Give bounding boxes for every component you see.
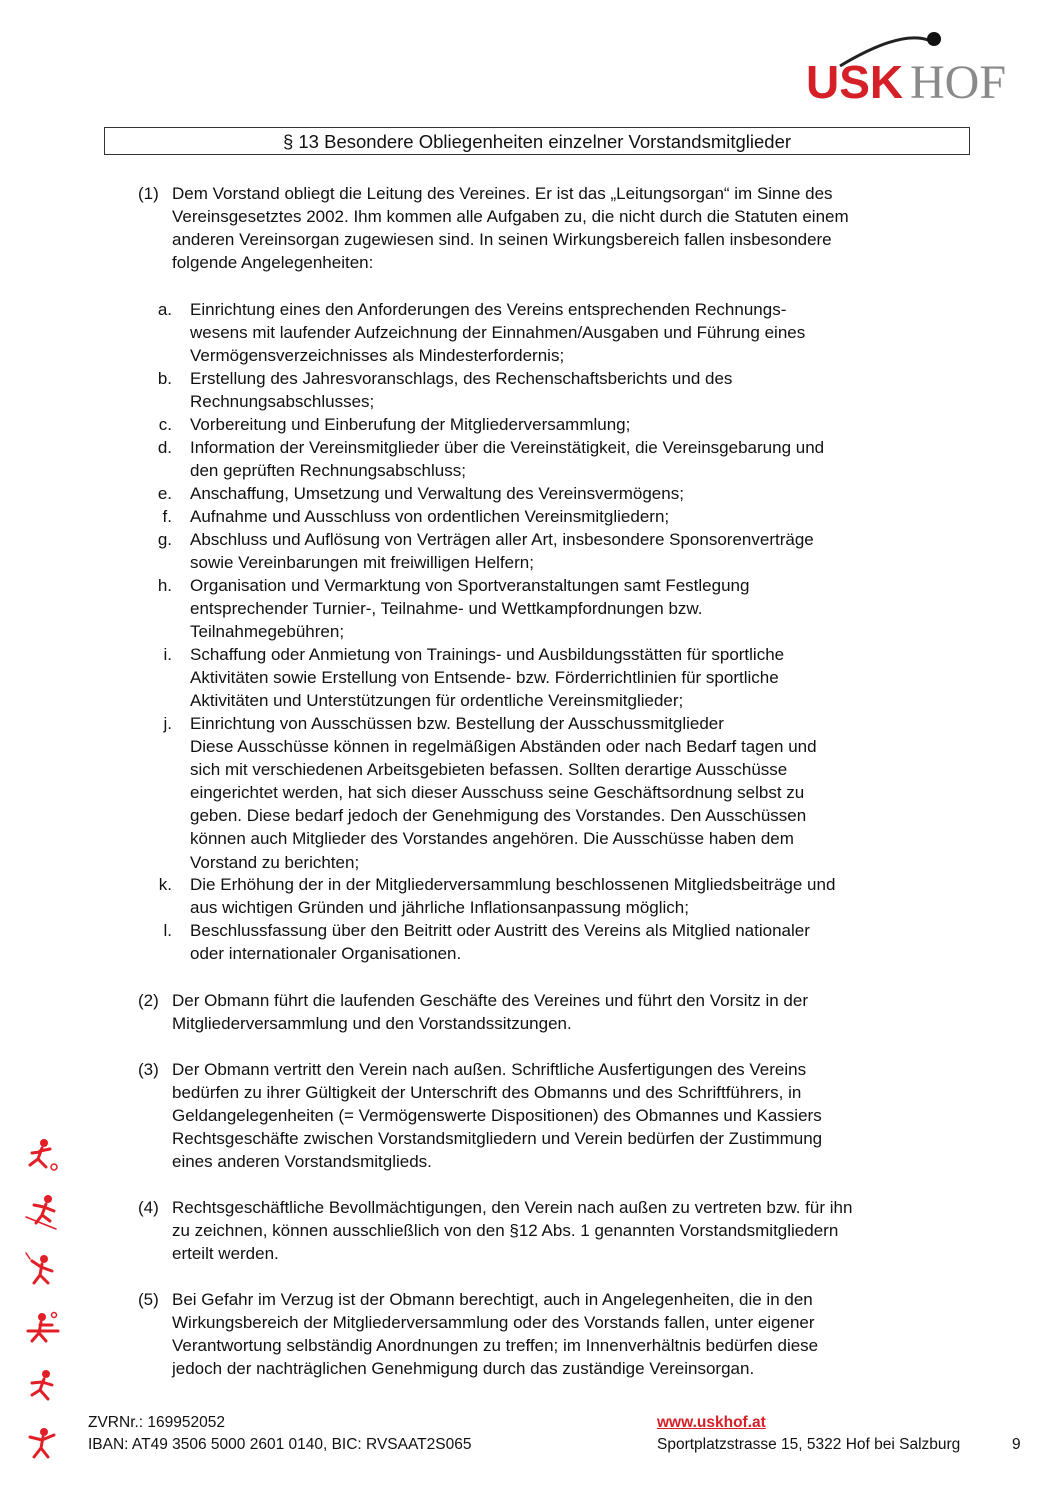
list-item-i xyxy=(163,643,785,712)
tennis-player-icon xyxy=(26,1253,52,1283)
paragraph-text: Der Obmann führt die laufenden Geschäfte des Vereines und führt den Vorsitz in der Mitgliederversammlung und den Vorstandssitzungen. xyxy=(172,991,808,1034)
paragraph-5 xyxy=(138,1288,819,1380)
list-item-j xyxy=(163,712,817,874)
footer-left xyxy=(88,1412,471,1456)
bank-details: IBAN: AT49 3506 5000 2601 0140, BIC: RVSAAT2S065 xyxy=(88,1436,472,1453)
paragraph-text: Dem Vorstand obliegt die Leitung des Vereines. Er ist das „Leitungsorgan“ im Sinne des Vereinsgesetztes 2002. Ihm kommen alle Aufgaben zu, die nicht durch die Statuten einem anderen Vereinsorgan zugewiesen sind. In seinen Wirkungsbereich fallen insbesondere folgende Angelegenheiten: xyxy=(172,184,849,273)
paragraph-2 xyxy=(138,989,808,1035)
list-item-l xyxy=(163,919,810,965)
list-item-c xyxy=(158,413,631,436)
list-item-letter: a. xyxy=(157,300,172,319)
soccer-player-icon xyxy=(30,1139,57,1170)
list-item-k xyxy=(158,873,836,919)
list-item-g xyxy=(157,528,814,574)
footer-right xyxy=(657,1412,960,1456)
list-item-letter: c. xyxy=(158,415,172,434)
list-item-text: Einrichtung eines den Anforderungen des Vereins entsprechenden Rechnungs- wesens mit laufender Aufzeichnung der Einnahmen/Ausgaben und Führung eines Vermögensverzeichnisses als Mindesterfordernis; xyxy=(190,300,806,366)
zvr-number: ZVRNr.: 169952052 xyxy=(88,1414,226,1431)
list-item-text: Information der Vereinsmitglieder über die Vereinstätigkeit, die Vereinsgebarung und den geprüften Rechnungsabschluss; xyxy=(190,438,825,481)
gymnast-icon xyxy=(30,1428,54,1457)
list-item-text: Erstellung des Jahresvoranschlags, des Rechenschaftsberichts und des Rechnungsabschlusses; xyxy=(190,369,733,412)
paragraph-number: (2) xyxy=(138,991,159,1010)
list-item-text: Organisation und Vermarktung von Sportveranstaltungen samt Festlegung entsprechender Turnier-, Teilnahme- und Wettkampfordnungen bzw. Teilnahmegebühren; xyxy=(190,576,750,642)
logo-ball xyxy=(927,32,941,46)
paragraph-number: (1) xyxy=(138,184,159,203)
paragraph-text: Der Obmann vertritt den Verein nach außen. Schriftliche Ausfertigungen des Vereins bedürfen zu ihrer Gültigkeit der Unterschrift des Obmanns und des Schriftführers, in Geldangelegenheiten (= Vermögenswerte Dispositionen) des Obmannes und Kassiers Rechtsgeschäfte zwischen Vorstandsmitgliedern und Verein bedürfen der Zustimmung eines anderen Vorstandsmitglieds. xyxy=(172,1060,823,1172)
list-item-text: Anschaffung, Umsetzung und Verwaltung des Vereinsvermögens; xyxy=(190,484,684,503)
list-item-letter: f. xyxy=(162,507,172,526)
list-item-letter: i. xyxy=(163,645,172,664)
list-item-letter: l. xyxy=(163,921,172,940)
runner-icon xyxy=(32,1370,52,1399)
list-item-f xyxy=(162,505,670,528)
list-item-text: Vorbereitung und Einberufung der Mitgliederversammlung; xyxy=(190,415,631,434)
list-item-letter: e. xyxy=(157,484,172,503)
list-item-text: Abschluss und Auflösung von Verträgen aller Art, insbesondere Sponsorenverträge sowie Vereinbarungen mit freiwilligen Helfern; xyxy=(190,530,814,573)
logo-hof: HOF xyxy=(910,56,1007,106)
list-item-text: Beschlussfassung über den Beitritt oder Austritt des Vereins als Mitglied nationaler oder internationaler Organisationen. xyxy=(190,921,810,964)
paragraph-number: (4) xyxy=(138,1198,159,1217)
list-item-letter: k. xyxy=(158,875,172,894)
section-heading: § 13 Besondere Obliegenheiten einzelner Vorstandsmitglieder xyxy=(104,127,970,155)
list-item-text: Die Erhöhung der in der Mitgliederversammlung beschlossenen Mitgliedsbeiträge und aus wichtigen Gründen und jährliche Inflationsanpassung möglich; xyxy=(190,875,836,918)
sport-figures xyxy=(24,1135,64,1475)
paragraph-number: (3) xyxy=(138,1060,159,1079)
list-item-h xyxy=(157,574,750,643)
list-item-letter: g. xyxy=(157,530,172,549)
list-item-d xyxy=(157,436,825,482)
usk-hof-logo xyxy=(800,26,1040,106)
paragraph-text: Bei Gefahr im Verzug ist der Obmann berechtigt, auch in Angelegenheiten, die in den Wirkungsbereich der Mitgliederversammlung oder des Vorstands fallen, unter eigener Verantwortung selbständig Anordnungen zu treffen; im Innenverhältnis bedürfen diese jedoch der nachträglichen Genehmigung durch das zuständige Vereinsorgan. xyxy=(172,1290,819,1379)
list-item-letter: h. xyxy=(157,576,172,595)
address: Sportplatzstrasse 15, 5322 Hof bei Salzburg xyxy=(657,1436,961,1453)
skier-icon xyxy=(26,1195,56,1229)
list-item-text: Schaffung oder Anmietung von Trainings- und Ausbildungsstätten für sportliche Aktivitäten sowie Erstellung von Entsende- bzw. Förderrichtlinien für sportliche Aktivitäten und Unterstützungen für ordentliche Vereinsmitglieder; xyxy=(190,645,785,711)
list-item-letter: j. xyxy=(163,714,172,733)
website-link[interactable]: www.uskhof.at xyxy=(657,1414,766,1431)
paragraph-1 xyxy=(138,182,849,274)
list-item-text: Einrichtung von Ausschüssen bzw. Bestellung der Ausschussmitglieder Diese Ausschüsse können in regelmäßigen Abständen oder nach Bedarf tagen und sich mit verschiedenen Arbeitsgebieten befassen. Sollten derartige Ausschüsse eingerichtet werden, hat sich dieser Ausschuss seine Geschäftsordnung selbst zu geben. Diese bedarf jedoch der Genehmigung des Vorstandes. Den Ausschüssen können auch Mitglieder des Vorstandes angehören. Die Ausschüsse haben dem Vorstand zu berichten; xyxy=(190,714,817,872)
paragraph-3 xyxy=(138,1058,823,1173)
list-item-b xyxy=(157,367,733,413)
list-item-letter: d. xyxy=(157,438,172,457)
table-tennis-player-icon xyxy=(28,1313,58,1342)
list-item-a xyxy=(157,298,806,367)
list-item-letter: b. xyxy=(157,369,172,388)
list-item-text: Aufnahme und Ausschluss von ordentlichen Vereinsmitgliedern; xyxy=(190,507,670,526)
page-number: 9 xyxy=(1012,1436,1021,1453)
logo-usk: USK xyxy=(806,56,904,106)
list-item-e xyxy=(157,482,684,505)
paragraph-text: Rechtsgeschäftliche Bevollmächtigungen, den Verein nach außen zu vertreten bzw. für ihn zu zeichnen, können ausschließlich von den §12 Abs. 1 genannten Vorstandsmitgliedern erteilt werden. xyxy=(172,1198,853,1264)
paragraph-number: (5) xyxy=(138,1290,159,1309)
paragraph-4 xyxy=(138,1196,853,1265)
